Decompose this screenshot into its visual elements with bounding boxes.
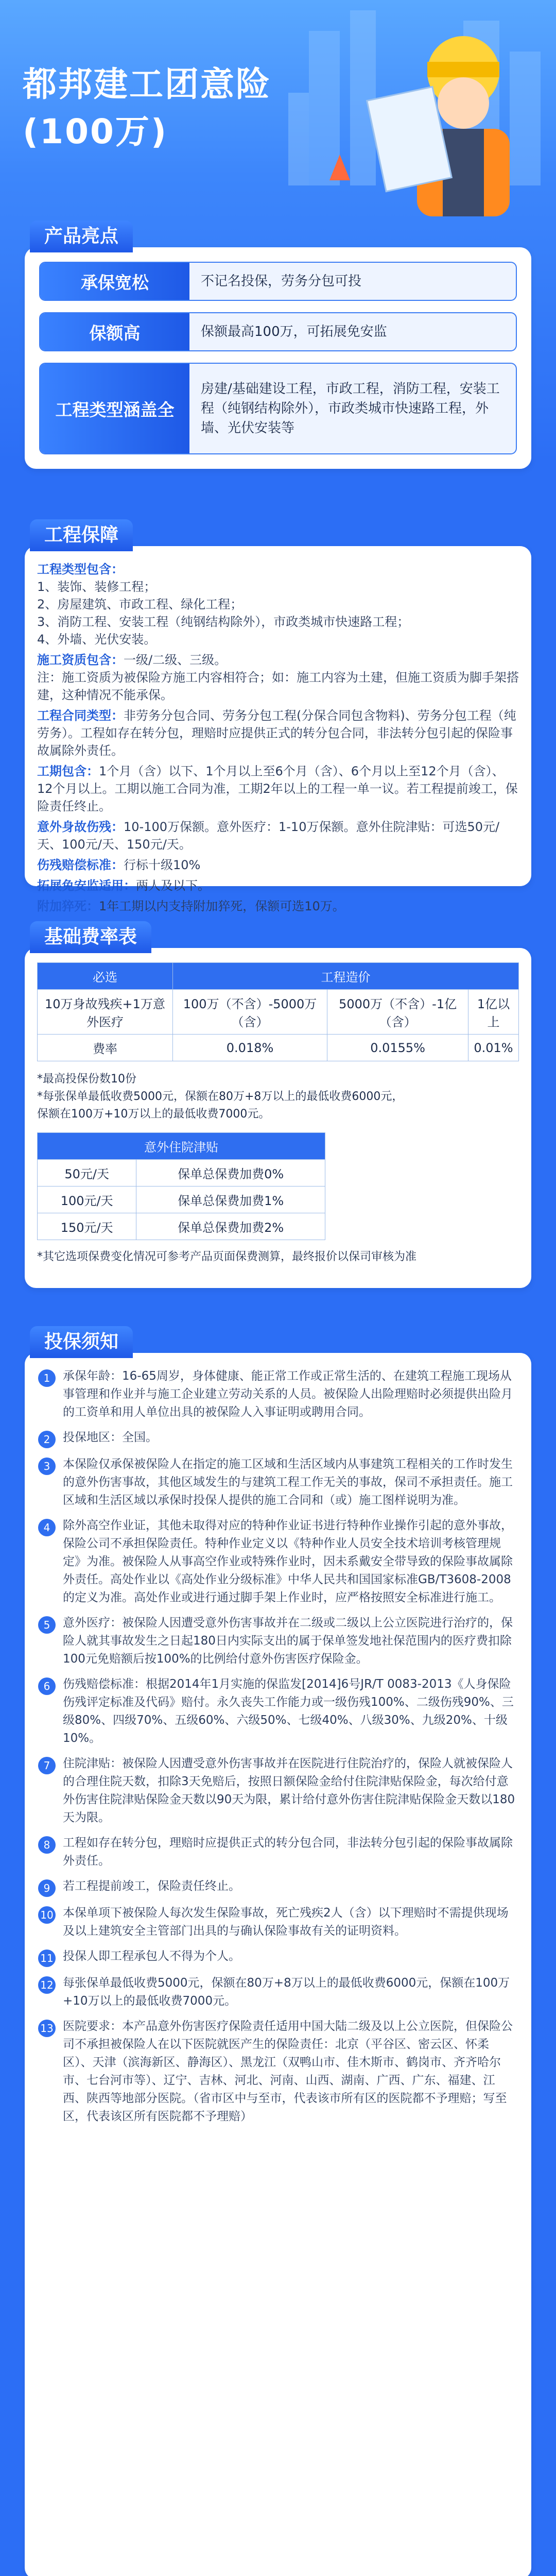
- type-item: 1、装饰、装修工程；: [37, 580, 157, 594]
- rates-card: [25, 948, 531, 1288]
- head-cost: 工程造价: [172, 963, 518, 990]
- type-item: 3、消防工程、安装工程（纯钢结构除外），市政类城市快速路工程；: [37, 615, 410, 629]
- tip-text: 意外医疗：被保险人因遭受意外伤害事故并在二级或二级以上公立医院进行治疗的，保险人就其事故发生之日起180日内实际支出的属于保单签发地社保范围内的医疗费扣除100元免赔额后按100%的比例给付意外伤害医疗保险金。: [63, 1616, 513, 1666]
- tip-text: 若工程提前竣工，保险责任终止。: [63, 1879, 240, 1893]
- guarantee-card: [25, 546, 531, 913]
- rate-value: 0.018%: [172, 1035, 327, 1061]
- tip-text: 本保险仅承保被保险人在指定的施工区域和生活区域内从事建筑工程相关的工作时发生的意外伤害事故，其他区域发生的与建筑工程工作无关的事故，保司不承担责任。施工区域和生活区域以承保时投保人提供的施工合同和（或）施工图样说明为准。: [63, 1458, 513, 1507]
- tip-item: [38, 1367, 518, 1421]
- tip-number-icon: 9: [38, 1879, 56, 1897]
- rate-value: 0.0155%: [327, 1035, 468, 1061]
- tips-list: [38, 1367, 518, 2126]
- cost-col: 1亿以上: [468, 990, 518, 1035]
- tips-tab: 投保须知: [30, 1326, 133, 1358]
- rates-table: [37, 962, 519, 1061]
- tip-item: [38, 2018, 518, 2126]
- tip-item: [38, 1947, 518, 1967]
- highlight-label: 保额高: [40, 313, 189, 350]
- tip-item: [38, 1517, 518, 1607]
- tip-number-icon: 2: [38, 1431, 56, 1448]
- ext-key: 拓展免安监适用：: [37, 878, 136, 893]
- guarantee-tab: 工程保障: [30, 519, 133, 551]
- type-item: 4、外墙、光伏安装。: [37, 632, 157, 647]
- rates-tab: 基础费率表: [30, 921, 151, 953]
- tip-number-icon: 10: [38, 1906, 56, 1924]
- title-line-1: 都邦建工团意险: [23, 64, 271, 104]
- addon-value: 1年工期以内支持附加猝死，保额可选10万。: [99, 899, 345, 913]
- tip-text: 住院津贴：被保险人因遭受意外伤害事故并在医院进行住院治疗的，保险人就被保险人的合理住院天数，扣除3天免赔后，按照日额保险金给付住院津贴保险金，每次给付意外伤害住院津贴保险金天数以90天为限，累计给付意外伤害住院津贴保险金天数以180天为限。: [63, 1757, 515, 1824]
- addon-key: 附加猝死：: [37, 899, 99, 913]
- hosp-fee: 保单总保费加费0%: [136, 1160, 325, 1187]
- types-title: 工程类型包含：: [37, 562, 124, 577]
- highlight-label: 承保宽松: [40, 263, 189, 300]
- highlight-row: [39, 312, 517, 351]
- tip-text: 投保人即工程承包人不得为个人。: [63, 1950, 240, 1963]
- highlight-row: [39, 262, 517, 301]
- tip-number-icon: 1: [38, 1369, 56, 1387]
- tip-number-icon: 3: [38, 1458, 56, 1475]
- rate-value: 0.01%: [468, 1035, 518, 1061]
- tip-item: [38, 1675, 518, 1748]
- tip-text: 本保单项下被保险人每次发生保险事故，死亡残疾2人（含）以下理赔时不需提供现场及以上建筑安全主管部门出具的与确认保险事故有关的证明资料。: [63, 1906, 509, 1938]
- tip-number-icon: 4: [38, 1519, 56, 1536]
- type-item: 2、房屋建筑、市政工程、绿化工程；: [37, 597, 243, 612]
- qual-note: 注：施工资质为被保险方施工内容相符合；如：施工内容为土建，但施工资质为脚手架搭建，这种情况不能承保。: [37, 670, 519, 702]
- tip-text: 医院要求：本产品意外伤害医疗保险责任适用中国大陆二级及以上公立医院，但保险公司不承担被保险人在以下医院就医产生的保险责任：北京（平谷区、密云区、怀柔区）、天津（滨海新区、静海区）、黑龙江（双鸭山市、佳木斯市、鹤岗市、齐齐哈尔市、七台河市等）、辽宁、吉林、河北、河南、山西、湖南、广西、广东、福建、江西、陕西等地部分医院。（省市区中与至市，代表该市所有区的医院都不予理赔；写至区，代表该区所有医院都不予理赔）: [63, 2020, 513, 2123]
- deduct-key: 伤残赔偿标准：: [37, 858, 124, 872]
- hosp-option: 150元/天: [38, 1213, 136, 1240]
- tip-text: 工程如存在转分包，理赔时应提供正式的转分包合同，非法转分包引起的保险事故属除外责任。: [63, 1836, 513, 1868]
- highlights-card: [25, 247, 531, 469]
- tip-item: [38, 1877, 518, 1897]
- period-key: 工期包含：: [37, 764, 99, 778]
- hosp-title: 意外住院津贴: [38, 1133, 325, 1160]
- tip-number-icon: 6: [38, 1677, 56, 1695]
- tip-item: [38, 1834, 518, 1870]
- medical-key: 意外身故伤残：: [37, 820, 124, 834]
- hosp-note: *其它选项保费变化情况可参考产品页面保费测算，最终报价以保司审核为准: [37, 1250, 417, 1263]
- tip-number-icon: 12: [38, 1976, 56, 1994]
- rate-note: *每张保单最低收费5000元，保额在80万+8万以上的最低收费6000元，: [37, 1090, 404, 1103]
- cost-col: 100万（不含）-5000万（含）: [172, 990, 327, 1035]
- title-line-2: (100万): [23, 112, 168, 151]
- cost-col: 5000万（不含）-1亿（含）: [327, 990, 468, 1035]
- contract-value: 非劳务分包合同、劳务分包工程(分保合同包含物料)、劳务分包工程（纯劳务）。工程如存在转分包，理赔时应提供正式的转分包合同，非法转分包引起的保险事故属除外责任。: [37, 708, 516, 758]
- contract-key: 工程合同类型：: [37, 708, 124, 723]
- period-value: 1个月（含）以下、1个月以上至6个月（含）、6个月以上至12个月（含）、12个月以上。工期以施工合同为准，工期2年以上的工程一单一议。若工程提前竣工，保险责任终止。: [37, 764, 518, 814]
- tip-text: 除外高空作业证，其他未取得对应的特种作业证书进行特种作业操作引起的意外事故，保险公司不承担保险责任。特种作业定义以《特种作业人员安全技术培训考核管理规定》为准。被保险人从事高空作业或特殊作业时，因未系戴安全带导致的保险事故属除外责任。高处作业以《高处作业分级标准》中华人民共和国国家标准GB/T3608-2008的定义为准。高处作业或进行通过脚手架上作业时，应严格按照安全标准进行施工。: [63, 1519, 513, 1604]
- hosp-option: 100元/天: [38, 1187, 136, 1213]
- page-title: [23, 61, 271, 156]
- highlights-tab: 产品亮点: [30, 221, 133, 252]
- hosp-option: 50元/天: [38, 1160, 136, 1187]
- medical-value: 10-100万保额。意外医疗：1-10万保额。意外住院津贴：可选50元/天、100元/天、150元/天。: [37, 820, 500, 852]
- head-required: 必选: [38, 963, 173, 990]
- tip-number-icon: 5: [38, 1616, 56, 1634]
- tip-number-icon: 8: [38, 1836, 56, 1854]
- hospital-allowance-table: [37, 1132, 325, 1240]
- tip-item: [38, 1904, 518, 1940]
- tip-item: [38, 1429, 518, 1448]
- tip-text: 投保地区：全国。: [63, 1431, 158, 1444]
- deduct-value: 行标十级10%: [124, 858, 201, 872]
- qual-key: 施工资质包含：: [37, 653, 124, 667]
- tip-item: [38, 1755, 518, 1827]
- tip-text: 伤残赔偿标准：根据2014年1月实施的保监发[2014]6号JR/T 0083-2013《人身保险伤残评定标准及代码》赔付。永久丧失工作能力或一级伤残100%、二级伤残90%、三级80%、四级70%、五级60%、六级50%、七级40%、八级30%、九级20%、十级10%。: [63, 1677, 514, 1745]
- hosp-fee: 保单总保费加费1%: [136, 1187, 325, 1213]
- tip-text: 承保年龄：16-65周岁，身体健康、能正常工作或正常生活的、在建筑工程施工现场从事管理和作业并与施工企业建立劳动关系的人员。被保险人出险理赔时必须提供出险月的工资单和用人单位出具的被保险人入事证明或聘用合同。: [63, 1369, 513, 1419]
- qual-value: 一级/二级、三级。: [124, 653, 227, 667]
- rate-label: 费率: [38, 1035, 173, 1061]
- highlight-value: 不记名投保，劳务分包可投: [201, 274, 362, 289]
- tip-text: 每张保单最低收费5000元，保额在80万+8万以上的最低收费6000元，保额在100万+10万以上的最低收费7000元。: [63, 1976, 510, 2008]
- hero: [0, 0, 556, 216]
- tip-item: [38, 1974, 518, 2010]
- rate-note: *最高投保份数10份: [37, 1073, 136, 1086]
- row-label: 10万身故残疾+1万意外医疗: [38, 990, 173, 1035]
- tip-item: [38, 1455, 518, 1510]
- highlight-row: [39, 363, 517, 454]
- highlight-value: 房建/基础建设工程，市政工程，消防工程，安装工程（纯钢结构除外），市政类城市快速路工程，外墙、光伏安装等: [201, 381, 500, 436]
- ext-value: 两人及以下。: [136, 878, 210, 893]
- worker-face-icon: [438, 77, 489, 129]
- hosp-fee: 保单总保费加费2%: [136, 1213, 325, 1240]
- tip-number-icon: 11: [38, 1950, 56, 1967]
- rate-note: 保额在100万+10万以上的最低收费7000元。: [37, 1108, 270, 1121]
- tip-number-icon: 7: [38, 1757, 56, 1774]
- tips-card: [25, 1353, 531, 2576]
- tip-item: [38, 1614, 518, 1668]
- highlight-value: 保额最高100万，可拓展免安监: [201, 324, 387, 340]
- tip-number-icon: 13: [38, 2020, 56, 2037]
- highlight-label: 工程类型涵盖全: [40, 364, 189, 453]
